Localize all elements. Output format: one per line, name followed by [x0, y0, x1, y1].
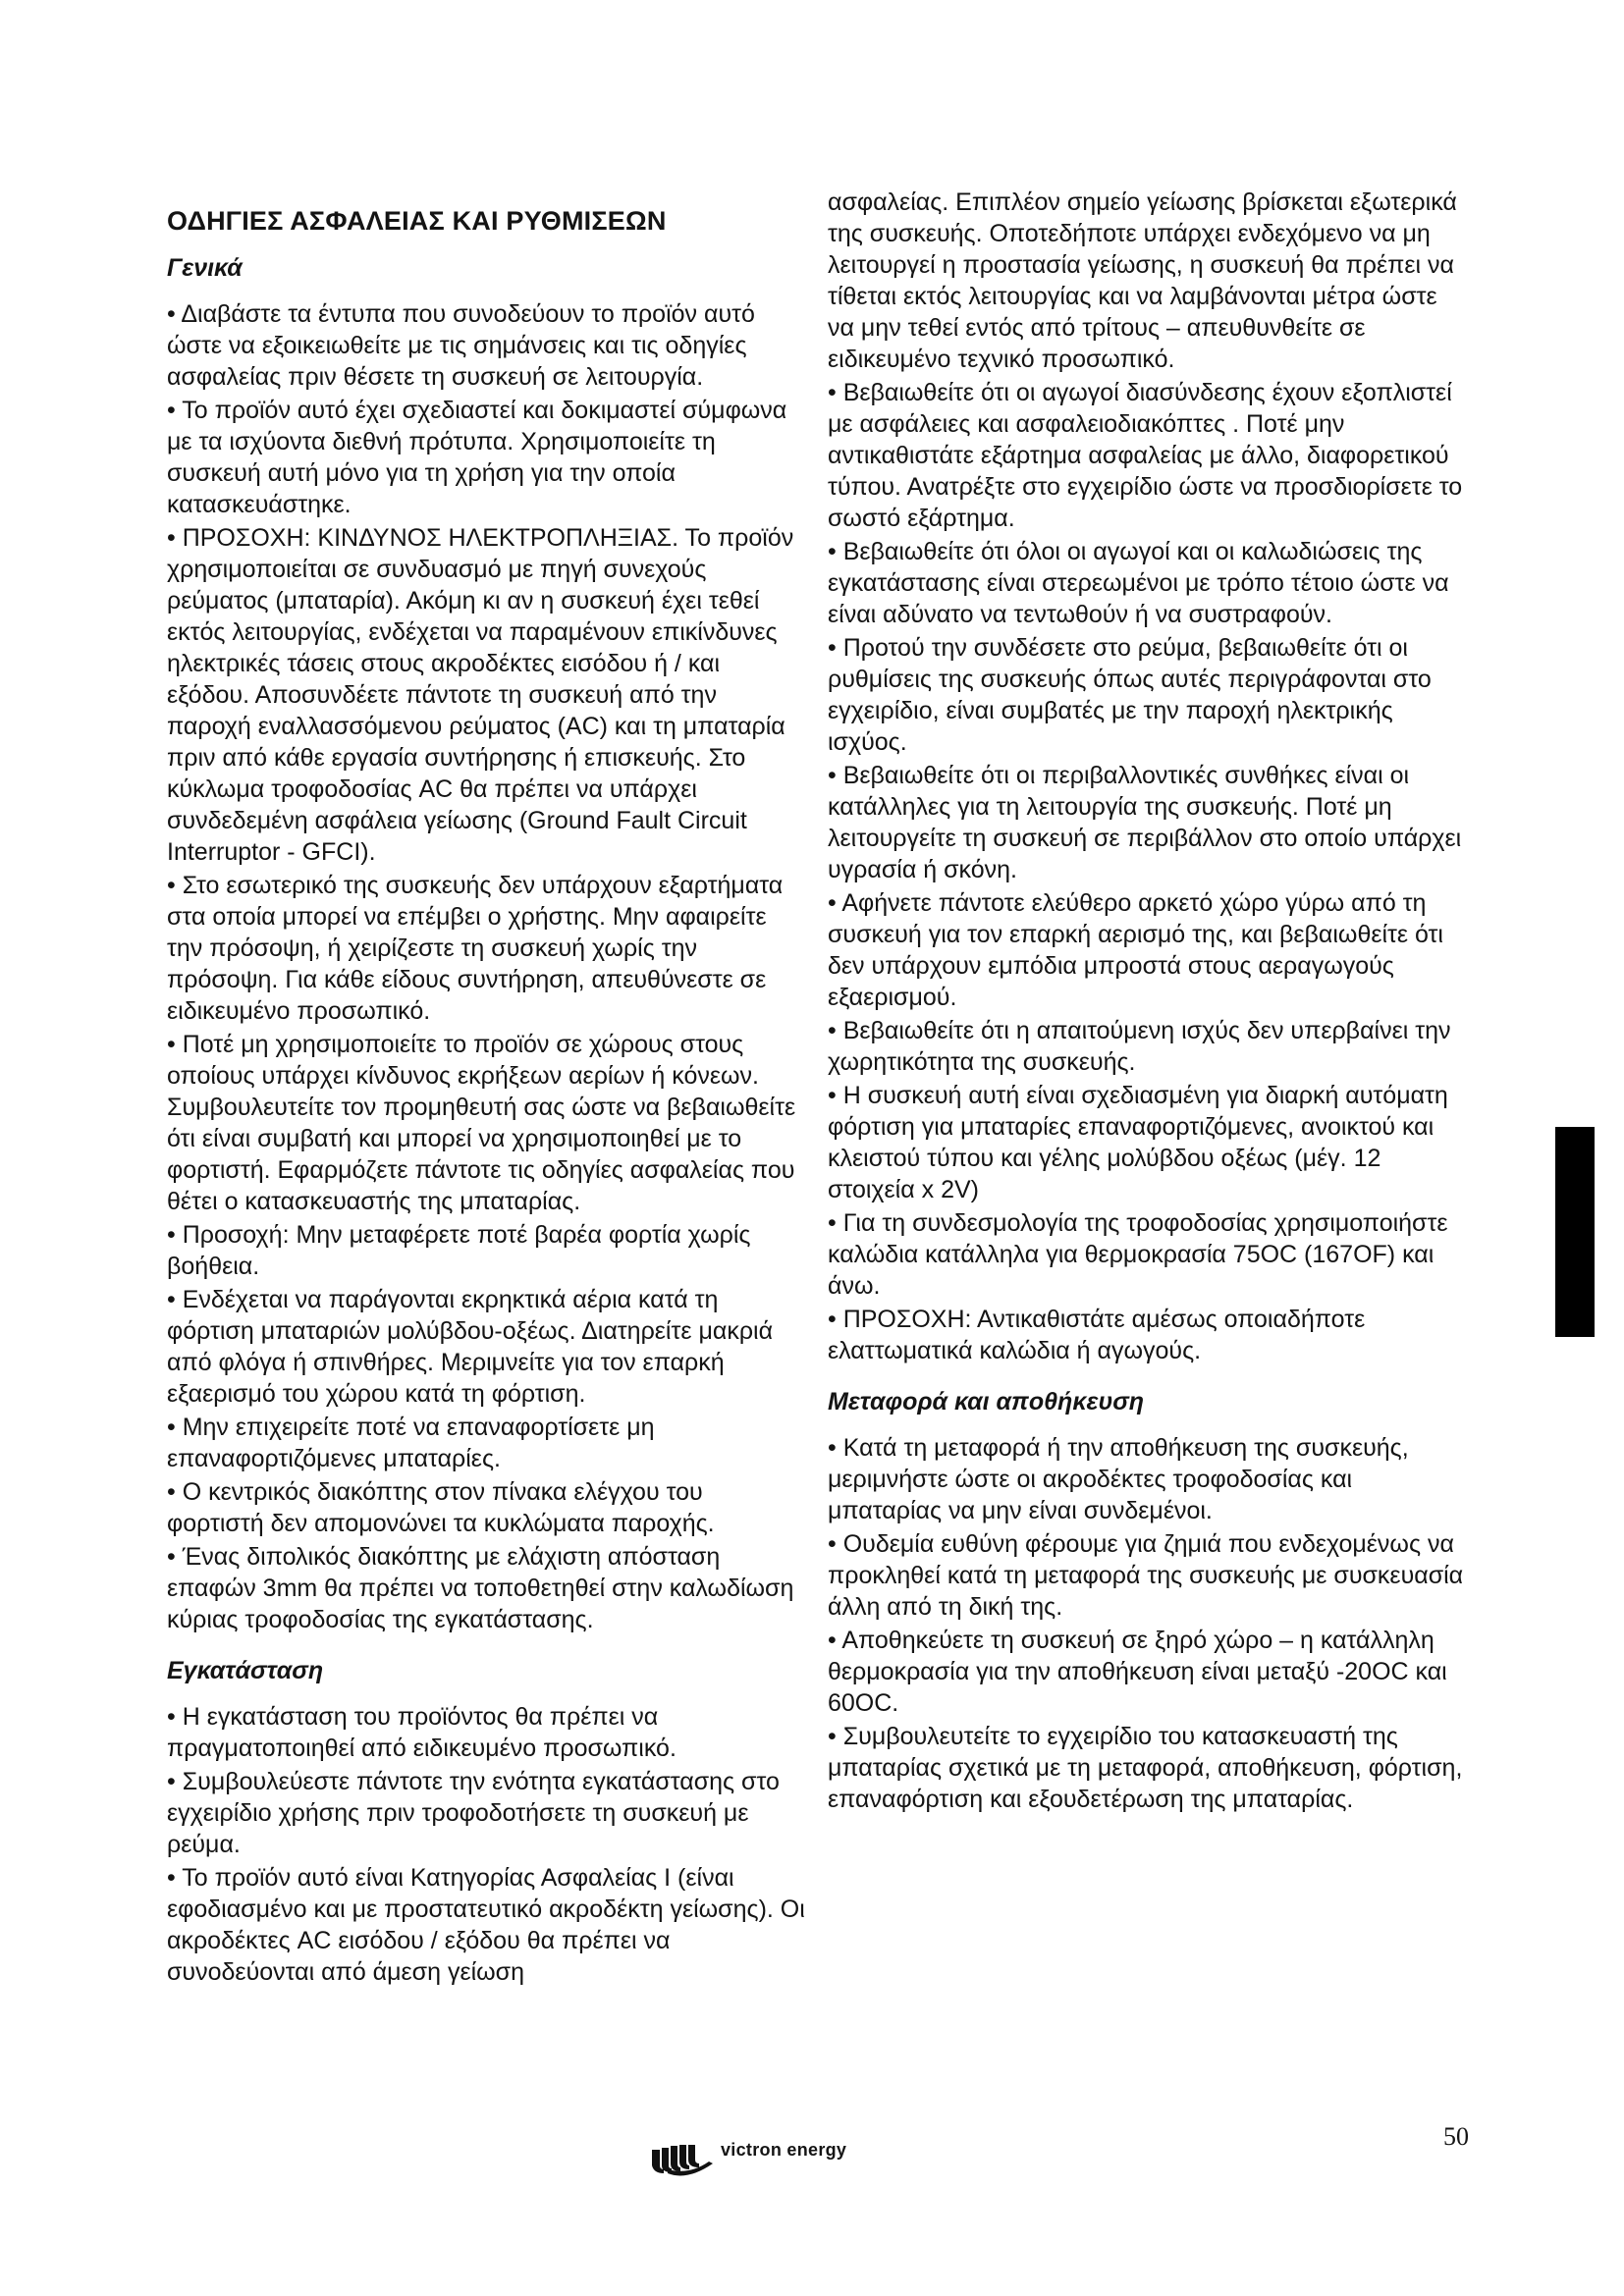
- general-paragraph-6: • Προσοχή: Μην μεταφέρετε ποτέ βαρέα φορτία χωρίς βοήθεια.: [167, 1221, 751, 1280]
- installation-paragraph-4: • Βεβαιωθείτε ότι οι αγωγοί διασύνδεσης έχουν εξοπλιστεί με ασφάλειες και ασφαλειοδιακόπτες . Ποτέ μην αντικαθιστάτε εξάρτημα ασφαλείας με άλλο, διαφορετικού τύπου. Ανατρέξτε στο εγχειρίδιο ώστε να προσδιορίσετε το σωστό εξάρτημα.: [828, 379, 1463, 532]
- general-paragraph-1: • Διαβάστε τα έντυπα που συνοδεύουν το προϊόν αυτό ώστε να εξοικειωθείτε με τις σημάνσεις και τις οδηγίες ασφαλείας πριν θέσετε τη συσκευή σε λειτουργία.: [167, 300, 755, 391]
- general-paragraph-7: • Ενδέχεται να παράγονται εκρηκτικά αέρια κατά τη φόρτιση μπαταριών μολύβδου-οξέως. Διατηρείτε μακριά από φλόγα ή σπινθήρες. Μεριμνείτε για τον επαρκή εξαερισμό του χώρου κατά τη φόρτιση.: [167, 1286, 774, 1408]
- installation-paragraph-1: • Η εγκατάσταση του προϊόντος θα πρέπει να πραγματοποιηθεί από ειδικευμένο προσωπικό.: [167, 1703, 677, 1762]
- installation-paragraph-12: • ΠΡΟΣΟΧΗ: Αντικαθιστάτε αμέσως οποιαδήποτε ελαττωματικά καλώδια ή αγωγούς.: [828, 1306, 1366, 1364]
- transport-paragraph-1: • Κατά τη μεταφορά ή την αποθήκευση της συσκευής, μεριμνήστε ώστε οι ακροδέκτες τροφοδοσίας και μπαταρίας να μην είναι συνδεμένοι.: [828, 1434, 1409, 1524]
- general-paragraph-2: • Το προϊόν αυτό έχει σχεδιαστεί και δοκιμαστεί σύμφωνα με τα ισχύοντα διεθνή πρότυπα. Χρησιμοποιείτε τη συσκευή αυτή μόνο για τη χρήση για την οποία κατασκευάστηκε.: [167, 397, 787, 518]
- brand-name: victron energy: [721, 2140, 847, 2160]
- document-title: ΟΔΗΓΙΕΣ ΑΣΦΑΛΕΙΑΣ ΚΑΙ ΡΥΘΜΙΣΕΩΝ: [167, 206, 667, 236]
- general-paragraph-4: • Στο εσωτερικό της συσκευής δεν υπάρχουν εξαρτήματα στα οποία μπορεί να επέμβει ο χρήστης. Μην αφαιρείτε την πρόσοψη, ή χειρίζεστε τη συσκευή χωρίς την πρόσοψη. Για κάθε είδους συντήρηση, απευθύνεστε σε ειδικευμένο προσωπικό.: [167, 872, 784, 1025]
- general-paragraph-3: • ΠΡΟΣΟΧΗ: ΚΙΝΔΥΝΟΣ ΗΛΕΚΤΡΟΠΛΗΞΙΑΣ. Το προϊόν χρησιμοποιείται σε συνδυασμό με πηγή συνεχούς ρεύματος (μπαταρία). Ακόμη κι αν η συσκευή έχει τεθεί εκτός λειτουργίας, ενδέχεται να παραμένουν επικίνδυνες ηλεκτρικές τάσεις στους ακροδέκτες εισόδου ή / και εξόδου. Αποσυνδέετε πάντοτε τη συσκευή από την παροχή εναλλασσόμενου ρεύματος (AC) και τη μπαταρία πριν από κάθε εργασία συντήρησης ή επισκευής. Στο κύκλωμα τροφοδοσίας AC θα πρέπει να υπάρχει συνδεδεμένη ασφάλεια γείωσης (Ground Fault Circuit Interruptor - GFCI).: [167, 524, 794, 866]
- installation-paragraph-3-continued: ασφαλείας. Επιπλέον σημείο γείωσης βρίσκεται εξωτερικά της συσκευής. Οποτεδήποτε υπάρχει ενδεχόμενο να μη λειτουργεί η προστασία γείωσης, η συσκευή θα πρέπει να τίθεται εκτός λειτουργίας και να λαμβάνονται μέτρα ώστε να μην τεθεί εντός από τρίτους – απευθυνθείτε σε ειδικευμένο τεχνικό προσωπικό.: [828, 188, 1457, 373]
- installation-paragraph-5: • Βεβαιωθείτε ότι όλοι οι αγωγοί και οι καλωδιώσεις της εγκατάστασης είναι στερεωμένοι με τρόπο τέτοιο ώστε να είναι αδύνατο να τεντωθούν ή να συστραφούν.: [828, 538, 1449, 628]
- transport-paragraph-3: • Αποθηκεύετε τη συσκευή σε ξηρό χώρο – η κατάλληλη θερμοκρασία για την αποθήκευση είναι μεταξύ -20ΟC και 60ΟC.: [828, 1627, 1447, 1717]
- section-heading-transport: Μεταφορά και αποθήκευση: [828, 1388, 1145, 1415]
- installation-paragraph-9: • Βεβαιωθείτε ότι η απαιτούμενη ισχύς δεν υπερβαίνει την χωρητικότητα της συσκευής.: [828, 1017, 1451, 1076]
- page-number: 50: [1443, 2122, 1469, 2151]
- section-heading-general: Γενικά: [167, 254, 243, 282]
- transport-paragraph-2: • Ουδεμία ευθύνη φέρουμε για ζημιά που ενδεχομένως να προκληθεί κατά τη μεταφορά της συσκευής με συσκευασία άλλη από τη δική της.: [828, 1530, 1464, 1621]
- footer-logo: [648, 2140, 846, 2181]
- section-heading-installation: Εγκατάσταση: [167, 1657, 324, 1684]
- installation-paragraph-6: • Προτού την συνδέσετε στο ρεύμα, βεβαιωθείτε ότι οι ρυθμίσεις της συσκευής όπως αυτές περιγράφονται στο εγχειρίδιο, είναι συμβατές με την παροχή ηλεκτρικής ισχύος.: [828, 634, 1432, 756]
- general-paragraph-8: • Μην επιχειρείτε ποτέ να επαναφορτίσετε μη επαναφορτιζόμενες μπαταρίες.: [167, 1414, 655, 1472]
- installation-paragraph-3: • Το προϊόν αυτό είναι Κατηγορίας Ασφαλείας Ι (είναι εφοδιασμένο και με προστατευτικό ακροδέκτη γείωσης). Οι ακροδέκτες AC εισόδου / εξόδου θα πρέπει να συνοδεύονται από άμεση γείωση: [167, 1864, 805, 1986]
- victron-logo-icon: [648, 2140, 717, 2181]
- general-paragraph-10: • Ένας διπολικός διακόπτης με ελάχιστη απόσταση επαφών 3mm θα πρέπει να τοποθετηθεί στην καλωδίωση κύριας τροφοδοσίας της εγκατάστασης.: [167, 1543, 794, 1633]
- general-paragraph-5: • Ποτέ μη χρησιμοποιείτε το προϊόν σε χώρους στους οποίους υπάρχει κίνδυνος εκρήξεων αερίων ή κόνεων. Συμβουλευτείτε τον προμηθευτή σας ώστε να βεβαιωθείτε ότι είναι συμβατή και μπορεί να χρησιμοποιηθεί με το φορτιστή. Εφαρμόζετε πάντοτε τις οδηγίες ασφαλείας που θέτει ο κατασκευαστής της μπαταρίας.: [167, 1031, 796, 1215]
- installation-paragraph-11: • Για τη συνδεσμολογία της τροφοδοσίας χρησιμοποιήστε καλώδια κατάλληλα για θερμοκρασία 75ΟC (167ΟF) και άνω.: [828, 1209, 1448, 1300]
- installation-paragraph-2: • Συμβουλεύεστε πάντοτε την ενότητα εγκατάστασης στο εγχειρίδιο χρήσης πριν τροφοδοτήσετε τη συσκευή με ρεύμα.: [167, 1768, 780, 1858]
- side-tab-marker: [1555, 1127, 1595, 1337]
- transport-paragraph-4: • Συμβουλευτείτε το εγχειρίδιο του κατασκευαστή της μπαταρίας σχετικά με τη μεταφορά, αποθήκευση, φόρτιση, επαναφόρτιση και εξουδετέρωση της μπαταρίας.: [828, 1723, 1463, 1813]
- installation-paragraph-10: • Η συσκευή αυτή είναι σχεδιασμένη για διαρκή αυτόματη φόρτιση για μπαταρίες επαναφορτιζόμενες, ανοικτού και κλειστού τύπου και γέλης μολύβδου οξέως (μέγ. 12 στοιχεία x 2V): [828, 1082, 1448, 1203]
- installation-paragraph-7: • Βεβαιωθείτε ότι οι περιβαλλοντικές συνθήκες είναι οι κατάλληλες για τη λειτουργία της συσκευής. Ποτέ μη λειτουργείτε τη συσκευή σε περιβάλλον στο οποίο υπάρχει υγρασία ή σκόνη.: [828, 762, 1462, 883]
- general-paragraph-9: • Ο κεντρικός διακόπτης στον πίνακα ελέγχου του φορτιστή δεν απομονώνει τα κυκλώματα παροχής.: [167, 1478, 715, 1537]
- installation-paragraph-8: • Αφήνετε πάντοτε ελεύθερο αρκετό χώρο γύρω από τη συσκευή για τον επαρκή αερισμό της, και βεβαιωθείτε ότι δεν υπάρχουν εμπόδια μπροστά στους αεραγωγούς εξαερισμού.: [828, 889, 1443, 1011]
- right-column: [828, 187, 1466, 1817]
- left-column: [167, 196, 805, 1990]
